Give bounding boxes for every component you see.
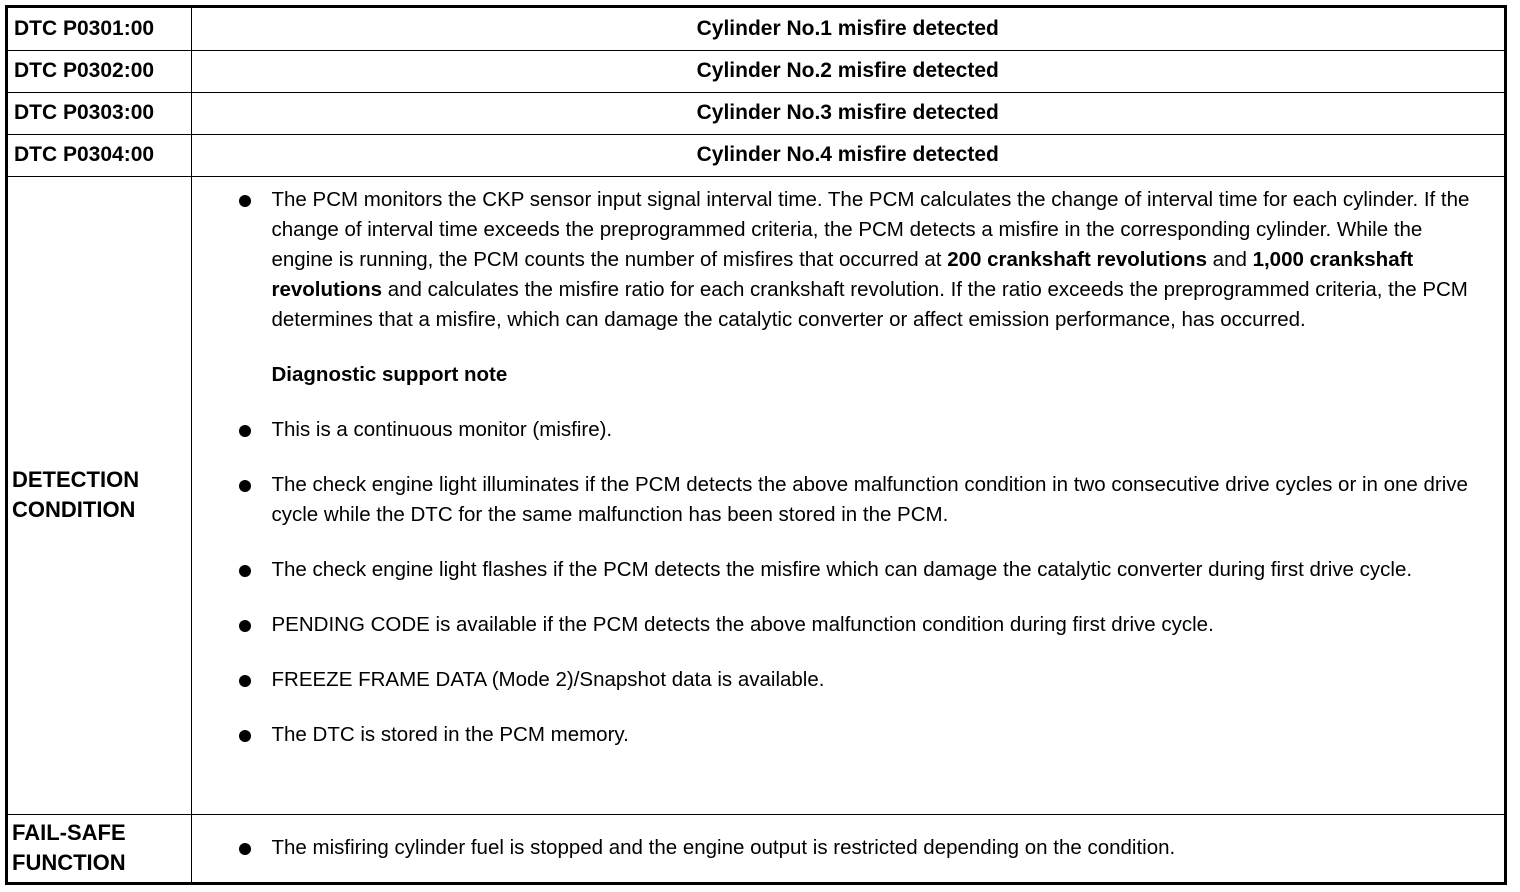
- dtc-row-p0303: [8, 92, 1504, 134]
- bullet-paragraph: [272, 185, 1475, 335]
- note-item: This is a continuous monitor (misfire).: [272, 415, 1475, 445]
- label-line: CONDITION: [12, 497, 136, 522]
- note-item: FREEZE FRAME DATA (Mode 2)/Snapshot data is available.: [272, 665, 1475, 695]
- dtc-title: Cylinder No.2 misfire detected: [191, 50, 1504, 92]
- text-run: The PCM monitors the CKP sensor input signal interval time. The PCM calculates the change of interval time for each cylinder. If the change of interval time exceeds the preprogrammed criteria, the PCM detects a misfire in the corresponding cylinder. While the engine is running, the PCM counts the number of misfires that occurred at: [271, 187, 1470, 271]
- note-item: PENDING CODE is available if the PCM detects the above malfunction condition during first drive cycle.: [272, 610, 1475, 640]
- dtc-code: DTC P0301:00: [8, 8, 191, 50]
- label-line: FAIL-SAFE: [12, 820, 126, 846]
- dtc-table: [8, 8, 1504, 882]
- fail-safe-body: [191, 814, 1504, 882]
- label-line: DETECTION: [12, 467, 140, 492]
- note-item: The check engine light flashes if the PCM detects the misfire which can damage the catalytic converter during first drive cycle.: [272, 555, 1475, 585]
- dtc-row-p0301: [8, 8, 1504, 50]
- fail-safe-item: The misfiring cylinder fuel is stopped and the engine output is restricted depending on the condition.: [272, 833, 1475, 863]
- dtc-row-p0302: [8, 50, 1504, 92]
- dtc-code: DTC P0304:00: [8, 134, 191, 176]
- dtc-title: Cylinder No.4 misfire detected: [191, 134, 1504, 176]
- dtc-code: DTC P0303:00: [8, 92, 191, 134]
- detection-condition-row: [8, 176, 1504, 814]
- bold-run: 200 crankshaft revolutions: [947, 247, 1207, 271]
- dtc-row-p0304: [8, 134, 1504, 176]
- note-item: The check engine light illuminates if the PCM detects the above malfunction condition in two consecutive drive cycles or in one drive cycle while the DTC for the same malfunction has been stored in the PCM.: [272, 470, 1475, 530]
- dtc-table-frame: [5, 5, 1507, 885]
- text-run: and: [1206, 247, 1253, 271]
- fail-safe-row: [8, 814, 1504, 882]
- dtc-code: DTC P0302:00: [8, 50, 191, 92]
- detection-condition-label: [8, 176, 191, 814]
- note-item: The DTC is stored in the PCM memory.: [272, 720, 1475, 750]
- dtc-title: Cylinder No.3 misfire detected: [191, 92, 1504, 134]
- fail-safe-label: [8, 814, 191, 882]
- label-line: FUNCTION: [12, 850, 126, 876]
- bold-run: 1,000 crankshaft revolutions: [271, 247, 1414, 301]
- detection-condition-body: [191, 176, 1504, 814]
- diagnostic-note-heading: Diagnostic support note: [271, 362, 508, 386]
- dtc-title: Cylinder No.1 misfire detected: [191, 8, 1504, 50]
- text-run: and calculates the misfire ratio for each crankshaft revolution. If the ratio exceeds the preprogrammed criteria, the PCM determines that a misfire, which can damage the catalytic converter or affect emission performance, has occurred.: [271, 277, 1468, 331]
